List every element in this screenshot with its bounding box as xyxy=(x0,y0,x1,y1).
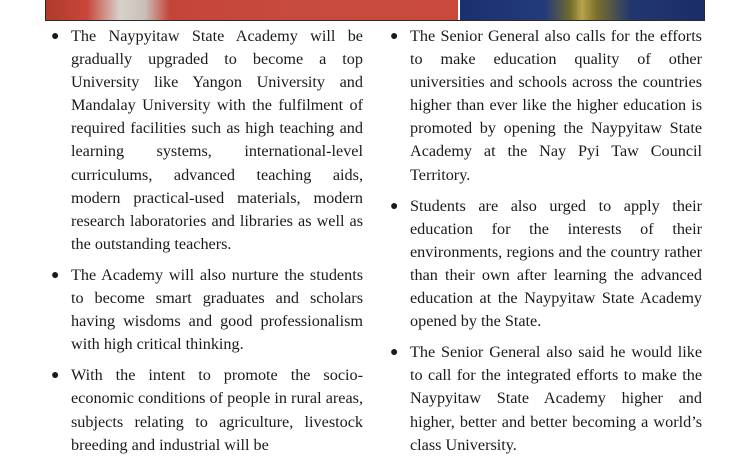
bullet-icon: ● xyxy=(51,368,60,384)
bullet-icon: ● xyxy=(390,345,399,361)
bullet-text: Students are also urged to apply their education for the interests of their environments, regions and the country rather than their own after learning the advanced education at the Naypyitaw State Academy opened by the State. xyxy=(410,196,702,331)
bullet-item xyxy=(390,25,702,187)
bullet-text: The Senior General also calls for the efforts to make education quality of other universities and schools across the countries higher than ever like the higher education is promoted by opening the Naypyitaw State Academy at the Nay Pyi Taw Council Territory. xyxy=(410,27,702,184)
bullet-text: With the intent to promote the socio-economic conditions of people in rural areas, subjects relating to agriculture, livestock breeding and industrial will be xyxy=(71,366,363,454)
ceremony-photo-right xyxy=(460,0,704,20)
bullet-item xyxy=(51,264,363,356)
bullet-text: The Academy will also nurture the students to become smart graduates and scholars having wisdoms and good professionalism with high critical thinking. xyxy=(71,265,363,354)
bullet-icon: ● xyxy=(390,29,399,44)
bullet-icon: ● xyxy=(51,267,60,283)
bullet-item xyxy=(51,364,363,456)
bullet-item xyxy=(390,341,702,456)
left-column xyxy=(51,25,363,465)
bullet-text: The Naypyitaw State Academy will be gradually upgraded to become a top University like Yangon University and Mandalay University with the fulfilment of required facilities such as high teaching and learning systems, international-level curriculums, advanced teaching aids, modern practical-used materials, modern research laboratories and libraries as well as the outstanding teachers. xyxy=(71,27,363,253)
photo-strip xyxy=(45,0,705,21)
bullet-item xyxy=(51,25,363,256)
bullet-icon: ● xyxy=(390,198,399,214)
right-column xyxy=(390,25,702,465)
bullet-icon: ● xyxy=(51,29,60,44)
bullet-text: The Senior General also said he would like to call for the integrated efforts to make the Naypyitaw State Academy higher and higher, better and better becoming a world’s class University. xyxy=(410,343,702,454)
ceremony-photo-left xyxy=(46,0,458,20)
bullet-item xyxy=(390,195,702,334)
